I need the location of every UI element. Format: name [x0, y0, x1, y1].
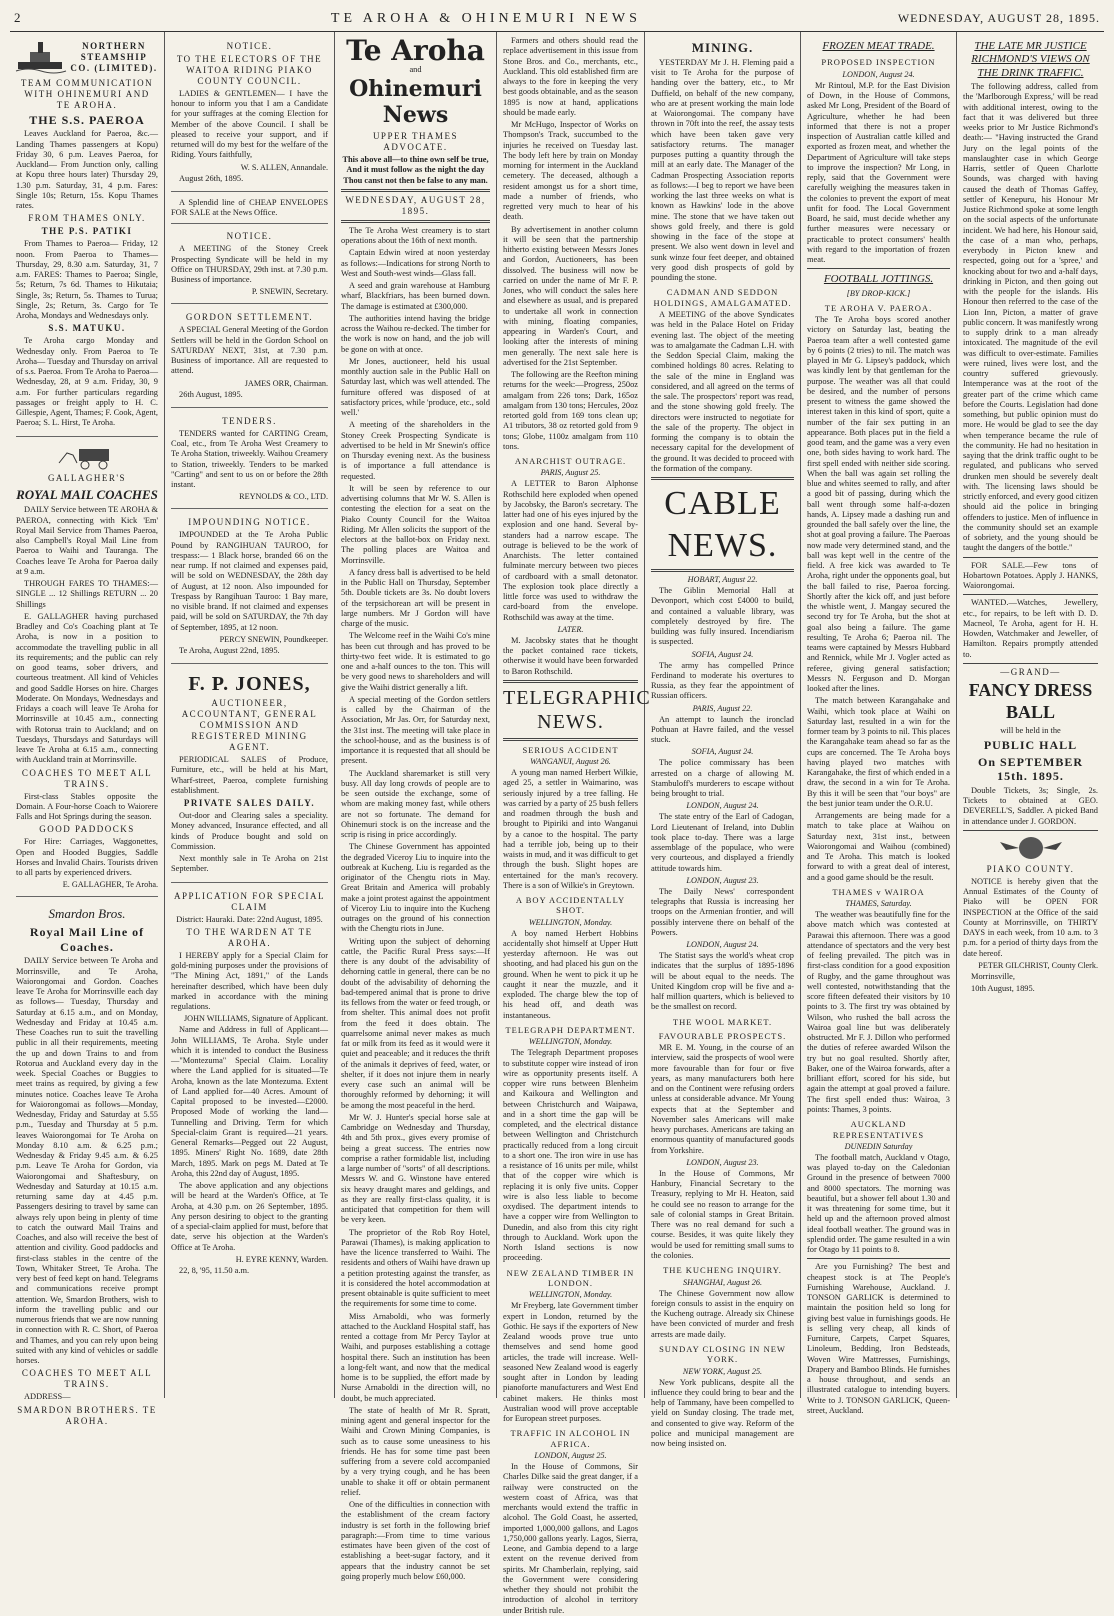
- local-news-10: A special meeting of the Gordon settlers is called by the Chairman of the Association, Mr Jas. Orr, for Saturday next, the 31st inst. The meeting will take place in the school-house, and as the business is of importance it is requested that all should be present.: [341, 694, 490, 766]
- columns: [10, 32, 1104, 1615]
- smardon-heading: Smardon Bros.: [48, 906, 126, 922]
- local-news-9: The Welcome reef in the Waihi Co's mine has been cut through and has proved to be thirty-two feet wide. It is estimated to go one and a-half ounces to the ton. This will be very good news to shareholders and will give the Waihi district generally a lift.: [341, 631, 490, 692]
- notice2-heading: NOTICE.: [226, 231, 273, 242]
- smardon-address: ADDRESS—: [24, 1392, 71, 1402]
- cable2-dateline: SOFIA, August 24.: [691, 649, 754, 659]
- timber-text: Mr Freyberg, late Government timber expert in London, returned by the Gothic. He says if the exporters of New Zealand woods prove true unto themselves and send home good articles, the trade will increase. Well-seasoned New Zealand wood is eagerly sought after in London by leading pianoforte manufacturers and West End cabinet makers. He thinks most Australian wood will prove acceptable for European street purposes.: [503, 1301, 638, 1424]
- claim-signature2: H. EYRE KENNY, Warden.: [235, 1254, 328, 1264]
- football-text: The Te Aroha boys scored another victory on Saturday last, beating the Paeroa team after a well contested game by 6 points (2 tries) to nil. The match was played in Mr G. Lipsey's paddock, which was kindly lent by that gentleman for the purpose. The weather was all that could be desired, and the number of persons present to witness the game showed the interest taken in this kind of sport, quite a number of the fair sex putting in an appearance. Both places put in the field a good team, and the game was a very even one, both sides having to work hard. The first spell ended with neither side scoring. When the ball was again set rolling the blue and whites seemed to rally, and after a good bit of passing, during which the ball went through some half-a-dozen hands, A. Lipsey made a dashing run and grounded the ball safely over the line, the shot at goal proving a failure. The Paeroas now made very determined stand, and the ball was kept well in the centre of the field. A free kick was awarded to Te Aroha, right under the opponents goal, but the ball failed to rise, Paeroa forcing. Shortly after the kick off, and just before the whistle went, J. Mangay secured the second try for Te Aroha, but the shot at goal also being a failure. The game resulting, Te Aroha 6; Paeroa nil. The teams were captained by Messrs Hubbard and Rennick, while Mr J. Vogler acted as referee, giving general satisfaction; Messrs N. Ferguson and D. Morgan looked after the lines.: [807, 315, 950, 694]
- wanted-rule: [963, 594, 1098, 595]
- ball-rule: [963, 663, 1098, 664]
- stamps-dateline: LONDON, August 23.: [686, 1157, 759, 1167]
- cable4-dateline: SOFIA, August 24.: [691, 747, 754, 757]
- teledept-heading: TELEGRAPH DEPARTMENT.: [505, 1024, 636, 1035]
- local-news-19: Farmers and others should read the replace advertisement in this issue from Stone Bros. and Co., merchants, etc., Auckland. This old established firm are always to the fore in keeping the very best goods obtainable, and as the season 1895 is now at hand, applications should be made early.: [503, 36, 638, 117]
- local-news-18: One of the difficulties in connection with the establishment of the cream factory industry is set forth in the following brief paragraph:—From time to time various estimates have been given of the cost of establishing a beet-sugar factory, and it appears that the industry cannot be set going properly much below £60,000.: [341, 1500, 490, 1581]
- gordon-signature: JAMES ORR, Chairman.: [244, 378, 328, 388]
- notice-text: LADIES & GENTLEMEN— I have the honour to inform you that I am a Candidate for your suffrages at the coming Election for Member of the above Council. I shall be pleased to receive your support, and if returned will do my best for the welfare of the Riding. Yours faithfully,: [171, 88, 328, 160]
- cable7-dateline: LONDON, August 24.: [686, 940, 759, 950]
- thames-match-heading: THAMES v WAIROA: [832, 886, 925, 897]
- cable1-dateline: HOBART, August 22.: [687, 575, 758, 585]
- auckland-text: The football match, Auckland v Otago, was played to-day on the Caledonian Ground in the presence of between 7000 and 8000 spectators. The morning was beautiful, but a shower fell about 1.30 and it was threatening for some time, but it held up and the afternoon proved almost ideal football weather. The ground was in splendid order. The game resulted in a win for Otago by 11 points to 8.: [807, 1152, 950, 1255]
- cable-heading: CABLE NEWS.: [664, 485, 781, 564]
- mining-heading: MINING.: [691, 40, 754, 55]
- election-notice: [171, 36, 328, 192]
- local-news-12: The Chinese Government has appointed the degraded Viceroy Liu to inquire into the outbreak at Kucheng. Liu is regarded as the originator of the Chengtu riots in May. Great Britain and America will probably make a joint protest against the appointment of Viceroy Liu to inquire into the Kucheng outrages on the ground of his connection with the Chengtu riots in June.: [341, 842, 490, 934]
- local-news-1: The Te Aroha West creamery is to start operations about the 16th of next month.: [341, 225, 490, 246]
- masthead: [10, 8, 1104, 32]
- issue-date: WEDNESDAY, AUGUST 28, 1895.: [897, 11, 1100, 25]
- football-subheading: TE AROHA V. PAEROA.: [824, 302, 933, 313]
- claim-district: District: Hauraki. Date: 22nd August, 1895.: [176, 914, 323, 924]
- gordon-text: A SPECIAL General Meeting of the Gordon Settlers will be held in the Gordon School on SATURDAY NEXT, 31st, at 7.30 p.m. Business of importance. All are requested to attend.: [171, 325, 329, 376]
- coaches-text: First-class Stables opposite the Domain. A Four-horse Coach to Waiorere Falls and Hot Springs during the season.: [16, 791, 158, 822]
- column-1: [10, 32, 165, 1426]
- patiki-heading: THE P.S. PATIKI: [41, 226, 133, 237]
- traffic-heading: TRAFFIC IN ALCOHOL IN AFRICA.: [510, 1428, 631, 1449]
- royal-mail-heading: ROYAL MAIL COACHES: [16, 486, 158, 502]
- ball-grand: —GRAND—: [1000, 666, 1061, 677]
- coach-icon: [57, 445, 117, 471]
- claim-signature: JOHN WILLIAMS, Signature of Applicant.: [183, 1014, 328, 1024]
- local-news-21: By advertisement in another column it will be seen that the partnership hitherto existing between Messrs Jones and Gordon, Auctioneers, has been dissolved. The business will now be carried on under the name of Mr F. P. Jones, who will conduct the sales here and elsewhere as usual, and is prepared to undertake all work in connection with mining, floating companies, appearing in Warden's Court, and looking after the interests of mining men generally. The next sale here is advertised for the 21st September.: [503, 224, 638, 367]
- wool-text: MR E. M. Young, in the course of an interview, said the prospects of wool were more favourable than for four or five years, as many manufacturers both here and on the Continent were refusing orders unless at considerable advance. Mr Young expects that at the September and November sales Americans will make heavy purchases. Americans are taking an enormous quantity of manufactured goods from Yorkshire.: [651, 1043, 794, 1155]
- football-rule: [807, 268, 950, 269]
- piako-heading: PIAKO COUNTY.: [986, 863, 1075, 874]
- through-fares: THROUGH FARES TO THAMES:— SINGLE ... 12 Shillings RETURN ... 20 Shillings: [16, 579, 158, 609]
- thames-heading: FROM THAMES ONLY.: [28, 213, 146, 224]
- cable3-text: An attempt to launch the ironclad Pothuan at Havre failed, and the vessel stuck.: [651, 714, 794, 745]
- local-news-5: Mr Jones, auctioneer, held his usual monthly auction sale in the Public Hall on Saturday last, which was well attended. The furniture offered was disposed of at satisfactory prices, while 'produce, etc., sold well.': [341, 356, 490, 418]
- gallagher-text: E. GALLAGHER having purchased Bradley and Co's Coaching plant at Te Aroha, is now in a position to accommodate the travelling public in all its requirements; and the public can rely on good teams, sober drivers, and courteous treatment. All kind of Vehicles and good Saddle Horses on hire. Charges Moderate. On Mondays, Wednesdays and Fridays a coach will leave Te Aroha for Morrinsville at 10.45 a.m., connecting with Rotorua train to Auckland; and on Tuesdays, Thursdays and Saturdays will leave Te Aroha at 6.15 a.m., connecting with Auckland train at Morrinsville.: [16, 611, 158, 765]
- tenders-notice: [171, 411, 328, 509]
- jones-text: PERIODICAL SALES of Produce, Furniture, etc., will be held at his Mart, Wharf-street, Paeroa, complete furnishing establishment.: [171, 755, 328, 795]
- ball-text: Double Tickets, 3s; Single, 2s. Tickets to obtained at GEO. DEVERELL'S, Saddler. A picked Band in attendance under J. GORDON.: [963, 785, 1098, 826]
- timber-dateline: WELLINGTON, Monday.: [528, 1290, 613, 1300]
- boy-dateline: WELLINGTON, Monday.: [528, 917, 613, 927]
- smardon-coaches: COACHES TO MEET ALL TRAINS.: [21, 1368, 153, 1390]
- ball-hall: PUBLIC HALL: [983, 738, 1078, 753]
- notice2-signature: P. SNEWIN, Secretary.: [251, 287, 328, 297]
- kucheng-dateline: SHANGHAI, August 26.: [683, 1277, 762, 1287]
- notice2-text: A MEETING of the Stoney Creek Prospecting Syndicate will be held in my Office on THURSDAY, 29th inst. at 7.30 p.m. Business of importance.: [171, 244, 328, 285]
- ball-date: On SEPTEMBER 15th. 1895.: [977, 754, 1084, 784]
- boy-heading: A BOY ACCIDENTALLY SHOT.: [515, 895, 626, 916]
- paper-name-1: Te Aroha: [346, 34, 485, 67]
- local-news-2: Captain Edwin wired at noon yesterday as follows:—Indications for strong North to West and South-west winds—Glass fall.: [341, 248, 490, 278]
- title-rule: [341, 189, 490, 192]
- cable5-dateline: LONDON, August 24.: [686, 801, 759, 811]
- gordon-heading: GORDON SETTLEMENT.: [185, 312, 314, 323]
- claim-date2: 22, 8, '95, 11.50 a.m.: [179, 1265, 250, 1275]
- cable2-text: The army has compelled Prince Ferdinand to moderate his overtures to Russia, as they fear the appointment of Russian officers.: [651, 660, 794, 701]
- date-rule: [341, 220, 490, 223]
- sunday-dateline: NEW YORK, August 25.: [682, 1366, 763, 1376]
- serious-heading: SERIOUS ACCIDENT: [522, 744, 619, 755]
- local-news-4: The authorities intend having the bridge across the Waihou re-decked. The timber for the work is now on hand, and the job will be gone on with at once.: [341, 313, 491, 354]
- favourable-heading: FAVOURABLE PROSPECTS.: [658, 1030, 787, 1041]
- jones-subheading: AUCTIONEER, ACCOUNTANT, GENERAL COMMISSION AND REGISTERED MINING AGENT.: [181, 698, 318, 753]
- local-news-15: The proprietor of the Rob Roy Hotel, Parawai (Thames), is making application to have the licence transferred to Waihi. The residents and others of Waihi have drawn up a petition protesting against the transfer, as it is considered the hotel accommodation at present obtainable is quite sufficient to meet the requirements for some time to come.: [341, 1227, 490, 1309]
- serious-dateline: WANGANUI, August 26.: [530, 757, 611, 766]
- piako-date: 10th August, 1895.: [971, 984, 1035, 994]
- impound-text: IMPOUNDED at the Te Aroha Public Pound by RANGIHUAN TAUROO, for trespass:— 1 Black horse, branded 66 on the near rump. If not claimed and expenses paid, will be sold on WEDNESDAY, the 28th day of August, at 12 noon. Also impounded for Trespass by Rangihuan Tauroo: 1 Bay mare, no visible brand. If not claimed and expenses paid, will be sold on SATURDAY, the 7th day of September, 1895, at 12 noon.: [171, 530, 328, 632]
- thames-match-text: The weather was beautifully fine for the above match which was contested at Parawai this afternoon. There was a good attendance of spectators and the very best of feeling prevailed. The pitch was in first-class condition for a good exposition of Rugby, and the game throughout was well contested, notwithstanding that the score fifteen defeated their visitors by 10 points to 3. The first try was obtained by Wilson, who rushed the ball across the Wairoa goal line but was deliberately obstructed. Mr F. J. Dillon who performed the duties of referee awarded Wilson the try but no goal resulted. Shortly after, Baker, one of the Wairoa forwards, after a brilliant effort, scored for his side, but again the attempt at goal proved a failure. The first spell ended thus: Wairoa, 3 points: Thames, 3 points.: [807, 910, 950, 1114]
- paeroa-text: Leaves Auckland for Paeroa, &c.—Landing Thames passengers at Kopu) Friday 30, 6 p.m. Leaves Paeroa, for Auckland— From Junction only, calling at Kopu three hours later) Thursday 29, 1.30 p.m. Saturday, 31, 4 p.m. Fares: Single 10s; Return, 15s. Kopu Thames rates.: [16, 129, 158, 211]
- frozen-dateline: LONDON, August 24.: [842, 69, 915, 79]
- teledept-dateline: WELLINGTON, Monday.: [528, 1037, 613, 1047]
- anarchist-dateline: PARIS, August 25.: [540, 468, 601, 478]
- local-news-7: It will be seen by reference to our advertising columns that Mr W. S. Allen is contesting the election for a seat on the Piako County Council for the Waitoa Riding. Mr Allen solicits the support of the electors at the ballot-box on Friday next. The polling places are Waitoa and Morrinsville.: [341, 483, 490, 565]
- claim-text2: The above application and any objections will be heard at the Warden's Office, at Te Aroha, at 4.30 p.m. on 26 September, 1895. Any person desiring to object to the granting of a special-claim applied for must, before that date, serve his objection at the Warden's Office at Te Aroha.: [171, 1181, 328, 1252]
- football-text3: Arrangements are being made for a match to take place at Waihou on Saturday next, 31st inst., between Waiorongomai and Waihou (combined) and Te Aroha. This match is looked forward to with a great deal of interest, and a good game should be the result.: [807, 811, 950, 882]
- teledept-text: The Telegraph Department proposes to substitute copper wire instead of iron wire as opportunity presents itself. A copper wire runs between Blenheim and Kaikoura and Wellington and between Christchurch and Waipawa, and in a short time the gap will be completed, and the electrical distance between Wellington and Christchurch practically reduced from a long circuit to a short one. The iron wire in use has a resistance of 16 units per mile, whilst that of the copper wire which is replacing it is only five units. Copper wire is also less liable to become oxydised. The department intends to have a copper wire from Wellington to Dunedin, and also from this city right through to Auckland. Work upon the North Island sections is now proceeding.: [503, 1048, 638, 1263]
- smardon-text: DAILY Service between Te Aroha and Morrinsville, and Te Aroha, Waiorongomai and Gordon. Coaches leave Te Aroha for Morrinsville each day as follows— Tuesday, Thursday and Saturday at 6.15 a.m., and on Monday, Wednesday and Friday at 10.45 a.m. These Coaches run to suit the travelling public in all their requirements, meeting the up and down Trains to and from Rotorua and Auckland every day in the week. Special Coaches or Buggies to meet trains as required, by giving a few minutes notice. Coaches leave Te Aroha for Waiorongomai as follows—Monday, Wednesday, Friday and Saturday at 5.55 p.m., Tuesday and Thursday at 5 p.m. leaves Waiorongomai for Te Aroha on Monday 8.10 a.m. & 6.25 p.m.; Wednesday & Friday 9.45 a.m. & 6.25 p.m. Leave Te Aroha for Gordon, via Waiorongomai and Shaftesbury, on Wednesday and Saturday at 10.15 a.m. returning same day at 4.45 p.m. Passengers desiring to travel by same can always rely upon being in plenty of time to catch the outward Mail Trains and Coaches, and also will receive the best of attention and civility. Good paddocks and first-class stables in the centre of the Town, Whitaker Street, Te Aroha. The very best of feed kept on hand. Telegrams and communications receive prompt attention. We, Smardon Brothers, wish to inform the travelling public and our numerous friends that we are now running in connection with R. C. Short, of Paeroa and Thames, and you can rely upon being suited with any kind of vehicles or saddle horses.: [16, 956, 158, 1366]
- forsale-ad: FOR SALE.—Few tons of Hobartown Potatoes. Apply J. HANKS, Waiorongomai.: [963, 560, 1098, 591]
- football-byline: [BY DROP-KICK.]: [846, 288, 911, 298]
- local-news-22: The following are the Reefton mining returns for the week:—Progress, 250oz amalgam from 226 tons; Dark, 165oz amalgam from 130 tons; Hercules, 20oz retorted gold from 169 tons clean up; A1 tributors, 38 oz retorted gold from 9 tons; Globe, 1100z amalgam from 110 tons.: [503, 370, 638, 451]
- paper-name-2: and: [409, 65, 422, 75]
- local-news-11: The Auckland sharemarket is still very busy. All day long crowds of people are to be seen outside the exchange, some of whom are making money fast, while others are not so fortunate. The demand for Ohinemuri stock is on the increase and the scrip is rising in price accordingly.: [341, 768, 490, 840]
- cable6-text: The Daily News' correspondent telegraphs that Russia is increasing her troops on the Armenian frontier, and will possibly intervene there on behalf of the Powers.: [651, 886, 794, 937]
- special-claim-ad: [171, 886, 328, 1283]
- traffic-dateline: LONDON, August 25.: [534, 1451, 607, 1461]
- notice-signature: W. S. ALLEN, Annandale.: [240, 162, 328, 172]
- cable7-text: The Statist says the world's wheat crop indicates that the surplus of 1895-1896 will be about equal to the needs. The United Kingdom crop will be five and a-half million quarters, which is believed to be the smallest on record.: [651, 951, 794, 1012]
- frozen-text: Mr Rintoul, M.P. for the East Division of Down, in the House of Commons, asked Mr Long, President of the Board of Agriculture, whether he had been informed that there is not a proper inspection of Australian cattle killed and exported as frozen meat, and whether the Department of Agriculture will take steps to improve the inspection? Mr Long, in reply, said that the Government were carefully weighing the measures taken in the colonies to prevent the export of meat unfit for food. The Local Government Board, he said, must decide whether any further measures were necessary or practicable to protect consumers' health with regard to the importation of frozen meat.: [807, 80, 950, 265]
- wool-heading: THE WOOL MARKET.: [672, 1016, 773, 1027]
- gallagher-signature: E. GALLAGHER, Te Aroha.: [62, 880, 158, 890]
- claim-text: I HEREBY apply for a Special Claim for gold-mining purposes under the provisions of "The Mining Act, 1891," of the Lands hereinafter described, which have been duly marked in accordance with the mining regulations.: [171, 950, 328, 1012]
- patiki-text: From Thames to Paeroa— Friday, 12 noon. From Paeroa to Thames— Thursday, 29, 8.30 a.m. Saturday, 31, 7 a.m. FARES: Thames to Paeroa; Single, 5s; Return, 7s 6d. Thames to Hikutaia; Single, 3s; Return, 5s. Thames to Turua; Single, 2s; Return, 3s. Cargo for Te Aroha, Mondays and Wednesdays only.: [16, 239, 158, 321]
- auckland-heading: AUCKLAND REPRESENTATIVES: [832, 1119, 925, 1140]
- claim-to: TO THE WARDEN AT TE AROHA.: [186, 926, 313, 948]
- boy-text: A boy named Herbert Hobbins accidentally shot himself at Upper Hutt yesterday afternoon. He was out shooting, and had placed his gun on the ground. When he went to pick it up he caught it near the muzzle, and it exploded. The charge blew the top of his head off, and death was instantaneous.: [503, 928, 638, 1020]
- piako-signature: PETER GILCHRIST, County Clerk.: [978, 960, 1098, 970]
- furnish-rule: [807, 1258, 950, 1259]
- editorial-date: WEDNESDAY, AUGUST 28, 1895.: [345, 194, 486, 216]
- column-6: [801, 32, 957, 1415]
- football-text2: The match between Karangahake and Waihi, which took place at Waihi on Saturday last, resulted in a win for the former team by 3 points to nil. This places the Karangahake team ahead so far as the cups are concerned. The Te Aroha boys having played two matches with Karangahake, the first of which ended in a draw, the second in a win for Te Aroha. By this it will be seen that "our boys" are the best junior team under the O.R.U.: [807, 696, 950, 808]
- impound-heading: IMPOUNDING NOTICE.: [188, 517, 311, 528]
- column-2: [165, 32, 335, 1398]
- crest-icon: [996, 834, 1066, 862]
- cable1-text: The Giblin Memorial Hall at Devonport, which cost £4000 to build, and contained a valuable library, was completely destroyed by fire. The building was fully insured. Incendiarism is suspected.: [651, 586, 794, 647]
- column-4: [497, 32, 651, 1615]
- furnishing-ad: Are you Furnishing? The best and cheapest stock is at The People's Furnishing Warehouse, Auckland. J. TONSON GARLICK is determined to maintain the position held so long for giving best value in furnishings goods. He is selling very cheap, all kinds of Furniture, Carpets, Carpet Squares, Linoleum, Bedding, Iron Bedsteads, Woven Wire Mattresses, Furnishings, Drapery and Bamboo Blinds. He furnishes a house throughout, and sends an illustrated catalogue to intending buyers. Write to J. TONSON GARLICK, Queen-street, Auckland.: [807, 1262, 950, 1415]
- cable-rule-2: [651, 569, 794, 572]
- anarchist-text2: M. Jacobsky states that he thought the packet contained race tickets, otherwise it would have been forwarded to Baron Rothschild.: [503, 635, 638, 676]
- impounding-notice: [171, 512, 328, 664]
- column-3: [335, 32, 497, 1581]
- gallagher-ad: [16, 440, 158, 898]
- steamship-header: [16, 39, 158, 76]
- jones-heading: F. P. JONES,: [188, 673, 311, 695]
- column-7: [957, 32, 1104, 1398]
- mining-text: YESTERDAY Mr J. H. Fleming paid a visit to Te Aroha for the purpose of handing over the battery, etc., to Mr Duffield, on behalf of the new company, who are at present working the main lode at Waiorongomai. The company have thrown in 70ft into the reef, the assay tests which have been taken gave very satisfactory returns. The manager purposes putting a quantity through the mill at an early date. The Manager of the Cadman Prospecting Association reports as follows:—I beg to report we have been working the last three weeks on what is known as Hawkins' lode in the above mine. The stone that we have taken out shows gold freely, and there is gold showing in the face of the stope at present. We also went down in level and sunk winze four feet deeper, and obtained very good dish prospects of gold by pounding the stone.: [651, 57, 794, 283]
- steamship-icon: [16, 40, 66, 74]
- serious-text: A young man named Herbert Wilkie, aged 25, a settler in Waimarino, was seriously injured by a tree falling. He was carried by a party of 25 bush fellers and roadmen through the bush and brought to Pipiriki and into Wanganui by a canoe to the hospital. The party had a terrible job, being up to their waists in mud, and it was difficult to get through the bush. Slight hopes are entertained for the man's recovery. There is a son of Wilkie's in Greytown.: [503, 768, 638, 890]
- wanted-ad: WANTED.—Watches, Jewellery, etc., for repairs, to be left with D. D. Macneol, Te Aroha, agent for H. H. Howden, Watchmaker and Jeweller, of Hamilton. Repairs promptly attended to.: [963, 598, 1098, 659]
- syndicate-notice: [171, 226, 328, 304]
- local-news-20: Mr McHugo, Inspector of Works on Thompson's Track, succumbed to the injuries he received on Tuesday last. The body left here by train on Monday morning for interment in the Auckland cemetery. The deceased, although a resident amongst us for a short time, made a number of friends, who regretted very much to hear of his death.: [503, 120, 638, 222]
- jones-text2: Out-door and Clearing sales a speciality. Money advanced, Insurance effected, and all kinds of Produce bought and sold on Commission.: [171, 811, 328, 851]
- tele-rule: [503, 680, 638, 683]
- impound-signature: PERCY SNEWIN, Poundkeeper.: [219, 634, 328, 644]
- frozen-subheading: PROPOSED INSPECTION: [821, 57, 936, 68]
- steamship-subtitle: TEAM COMMUNICATION WITH OHINEMURI AND TE AROHA.: [20, 77, 154, 110]
- column-5: [645, 32, 801, 1449]
- auckland-dateline: DUNEDIN Saturday: [844, 1141, 913, 1151]
- cadman-heading: CADMAN AND SEDDON HOLDINGS, AMALGAMATED.: [653, 287, 792, 308]
- cable4-text: The police commissary has been arrested on a charge of allowing M. Stambuloff's murderers to escape without being brought to trial.: [651, 758, 794, 799]
- smardon-signature: SMARDON BROTHERS. TE AROHA.: [17, 1404, 157, 1426]
- telegraphic-heading: TELEGRAPHIC NEWS.: [503, 686, 651, 734]
- gordon-date: 26th August, 1895.: [179, 389, 243, 399]
- piako-rule: [963, 830, 1098, 831]
- justice-text: The following address, called from the 'Marlborough Express,' will be read with additional interest, owing to the fact that it was delivered but three weeks prior to Mr Justice Richmond's death:— "Having instructed the Grand Jury on the legal points of the manslaughter case in which George Harris, settler of Queen Charlotte Sounds, was charged with having caused the death of Thomas Gaffey, settler of Kenepuru, his Honour Mr Justice Richmond spoke at some length on the social aspects of the unfortunate incident. We had here, his Honour said, the case of a man who, perhaps, everybody in Picton knew and respected, going out for a 'spree,' and knocking about for two and a-half days, drinking in Picton, and then going out with the people for the islands. His Honour then referred to the case of the Lion Inn, Picton, a matter of grave public concern. It was manifestly wrong to supply drink to a man already intoxicated. The magnitude of the evil was difficult to over-estimate. Families were ruined, lives were lost, and the country suffered grievously. Intemperance was at the root of the greater part of the crime which came before the Courts. Legislation had done something, but public opinion must do more. He would be glad to see the day when temperance became the rule of the community. He had no hesitation in saying that the drink traffic ought to be regulated, and publicans who served drunken men should be severely dealt with. The licensing laws should be strictly enforced, and every good citizen should aid the police in bringing offenders to justice. Men of influence in the community should set an example of sobriety, and the young should be taught the dangers of the bottle.": [963, 82, 1098, 553]
- paeroa-heading: THE S.S. PAEROA: [29, 112, 145, 127]
- local-news-16: Miss Arnaboldi, who was formerly attached to the Auckland Hospital staff, has rented a cottage from Mr Percy Taylor at Waihi, and purposes establishing a cottage hospital there. Such an institution has been a long-felt want, and now that the medical home is to be supplied, the effort made by Nurse Arnaboldi in the direction will, no doubt, be much appreciated.: [341, 1311, 490, 1403]
- claim-details: Name and Address in full of Applicant—John WILLIAMS, Te Aroha. Style under which it is intended to conduct the Business—"Montezuma" Special Claim. Locality where the Land applied for is situated—Te Aroha, known as the late Montezuma. Extent of Land applied for—40 Acres. Amount of Capital proposed to be invested—£2000. Proposed Mode of working the land—Tunnelling and Driving. Term for which Special-claim Grant is required—21 years. General Remarks—Pegged out 22 August, 1895. Miners' Right No. 1689, date 28th March, 1895. Mark on pegs M. Dated at Te Aroha, this 22nd day of August, 1895.: [171, 1025, 328, 1178]
- tenders-text: TENDERS wanted for CARTING Cream, Coal, etc., from Te Aroha West Creamery to Te Aroha Station, triweekly. Waihou Creamery to Station, triweekly. Tenders to be marked "Carting" and sent to us on or before the 28th instant.: [171, 428, 328, 490]
- smardon-ad: [16, 900, 158, 1433]
- stamps-text: In the House of Commons, Mr Hanbury, Financial Secretary to the Treasury, replying to Mr H. Heaton, said he could see no reason to arrange for the sale of colonial stamps in Great Britain. There was no real demand for such a course. Besides, it was quite likely they would be used for remitting small sums to the colonies.: [651, 1168, 794, 1260]
- forsale-rule: [963, 557, 1098, 558]
- local-news-6: A meeting of the shareholders in the Stoney Creek Prospecting Syndicate is advertised to be held in Mr Snewin's office on Thursday evening next. As the business is of importance a full attendance is requested.: [341, 420, 490, 481]
- sunday-text: New York publicans, despite all the influence they could bring to bear and the help of Tammany, have been compelled to yield on Sunday closing. The trade met, and consented to give way. Reform of the police and municipal management are now being insisted on.: [651, 1377, 794, 1449]
- justice-heading: THE LATE MR JUSTICE RICHMOND'S VIEWS ON THE DRINK TRAFFIC.: [971, 40, 1090, 79]
- envelopes-ad: A Splendid line of CHEAP ENVELOPES FOR SALE at the News Office.: [171, 195, 328, 225]
- ball-heading: FANCY DRESS BALL: [968, 679, 1093, 722]
- claim-heading: APPLICATION FOR SPECIAL CLAIM: [173, 890, 326, 912]
- matuku-heading: S.S. MATUKU.: [48, 323, 126, 334]
- kucheng-text: The Chinese Government now allow foreign consuls to assist in the enquiry on the Kucheng outrage. Already six Chinese have been convicted of murder and fresh arrests are made daily.: [651, 1288, 794, 1339]
- frozen-heading: FROZEN MEAT TRADE.: [822, 40, 935, 52]
- steamship-ad: [16, 36, 158, 437]
- cable6-dateline: LONDON, August 23.: [686, 875, 759, 885]
- local-news-3: A seed and grain warehouse at Hamburg wharf, Blackfriars, has been burned down. The damage is estimated at £300,000.: [341, 281, 490, 311]
- notice-date: August 26th, 1895.: [179, 173, 244, 183]
- paper-title: TE AROHA & OHINEMURI NEWS: [330, 11, 641, 26]
- traffic-text: In the House of Commons, Sir Charles Dilke said the great danger, if a railway were constructed on the western coast of Africa, was that merchants would extend the traffic in alcohol. The Gold Coast, he asserted, imported 1,000,000 gallons, and Lagos 1,750,000 gallons yearly. Lagos, Sierra, Leone, and Gambia depend to a large extent on the revenue derived from spirits. Mr Chamberlain, replying, said the Government were considering whether they should not prohibit the introduction of alcohol in territory under British rule.: [503, 1462, 638, 1615]
- anarchist-text: A LETTER to Baron Alphonse Rothschild here exploded when opened by Jacobsky, the Baron's secretary. The latter had one of his eyes injured by the explosion and one hand. Several by-standers had a narrow escape. The outrage is believed to be the work of Anarchists. The letter contained fulminate mercury between two pieces of cardboard with a small detonator. The explosion took place directly a little force was used to withdraw the card-board from the envelope. Rothschild was away at the time.: [503, 479, 638, 622]
- timber-heading: NEW ZEALAND TIMBER IN LONDON.: [506, 1267, 635, 1288]
- coaches-heading: COACHES TO MEET ALL TRAINS.: [21, 767, 153, 789]
- page-number: 2: [14, 10, 21, 25]
- paddocks-text: For Hire: Carriages, Waggonettes, Open and Hooded Buggies, Saddle Horses and Invalid Chairs. Tourists driven to all parts by experienced drivers.: [16, 837, 158, 878]
- jones-private: PRIVATE SALES DAILY.: [183, 798, 316, 809]
- local-news-8: A fancy dress ball is advertised to be held in the Public Hall on Thursday, September 5th. Double tickets are 3s. No doubt lovers of the terpsichorean art will be present in large numbers. Mr J Gordon will have charge of the music.: [341, 567, 490, 629]
- paddocks-heading: GOOD PADDOCKS: [39, 824, 135, 835]
- local-news-17: The state of health of Mr R. Spratt, mining agent and general inspector for the Waihi and Crown Mining Companies, is such as to cause some uneasiness to his friends. He has for some time past been suffering from a severe cold accompanied by a very trying cough, and he has been unable to shake it off or obtain permanent relief.: [341, 1405, 490, 1497]
- anarchist-later: LATER.: [557, 624, 584, 634]
- royal-mail-text: DAILY Service between TE AROHA & PAEROA, connecting with Kick 'Em' Royal Mail Service from Thames Paeroa, also Campbell's Royal Mail Line from Paeroa to Waihi and Tauranga. The Coaches leave Te Aroha for Paeroa daily at 9 a.m.: [16, 505, 158, 576]
- cadman-text: A MEETING of the above Syndicates was held in the Palace Hotel on Friday evening last. The object of the meeting was to amalgamate the Cadman L.H. with the Seddon Special Claim, making the combined holdings 80 acres. Relating to the sale of the mine in England was considered, and all agreed on the terms of the sale. The prospectors' report was read, and the stone showing gold freely. The directors were instructed to negotiate for the sale of the property. The object in forming the company is to obtain the necessary capital for the development of the ground. It was decided to proceed with the formation of the company.: [651, 310, 794, 473]
- cable5-text: The state entry of the Earl of Cadogan, Lord Lieutenant of Ireland, into Dublin took place to-day. There was a large assemblage of the populace, who were very courteous, and displayed a friendly attitude towards him.: [651, 812, 794, 873]
- ball-held: will be held in the: [1000, 725, 1061, 735]
- piako-place: Morrinsville,: [971, 971, 1015, 981]
- jones-next-sale: Next monthly sale in Te Aroha on 21st September.: [171, 854, 328, 874]
- paper-motto: This above all—to thine own self be true, And it must follow as the night the day Thou canst not then be false to any man.: [342, 155, 489, 185]
- tele-rule-2: [503, 738, 638, 741]
- steamship-title: NORTHERN STEAMSHIP CO. (LIMITED).: [70, 41, 158, 73]
- jones-ad: [171, 667, 328, 883]
- sunday-heading: SUNDAY CLOSING IN NEW YORK.: [659, 1343, 786, 1365]
- thames-match-dateline: THAMES, Saturday.: [845, 899, 912, 909]
- notice-heading: NOTICE.: [226, 41, 273, 51]
- local-news-13: Writing upon the subject of dehorning cattle, the Pacific Rural Press says:—If there is any doubt of the advisability of dehorning cattle in general, there can be no doubt of the advisability of dehorning the bad-tempered animal that is prone to drive its fellows from the water or feed trough, or from shelter. This animal does not profit from the feed it does obtain. The quarrelsome animal never makes as much fat or milk from its feed as it would were it quiet and peaceable; and it reduces the thrift of the animals it deprives of feed, water, or shelter, if it does not injure them in nearly every case such an animal will be thoroughly reformed by dehorning; it will be among the most peaceful in the herd.: [341, 936, 490, 1110]
- kucheng-heading: THE KUCHENG INQUIRY.: [663, 1265, 782, 1276]
- gallagher-heading: GALLAGHER'S: [47, 472, 127, 483]
- local-news-14: Mr W. J. Hunter's special horse sale at Cambridge on Wednesday and Thursday, 4th and 5th prox., gives every promise of being a great success. The entries now comprise a rather formidable list, including a large number of "sorts" of all descriptions. Messrs W. and G. Winstone have entered six heavy draught mares and geldings, and as they are really first-class quality, it is anticipated that competition for them will be very keen.: [341, 1112, 490, 1225]
- impound-date: Te Aroha, August 22nd, 1895.: [179, 645, 280, 655]
- gordon-notice: [171, 307, 328, 407]
- cable3-dateline: PARIS, August 22.: [692, 703, 753, 713]
- paper-name-3: Ohinemuri News: [349, 75, 482, 129]
- smardon-subheading: Royal Mail Line of Coaches.: [29, 925, 145, 954]
- football-heading: FOOTBALL JOTTINGS.: [823, 273, 934, 286]
- notice-subheading: TO THE ELECTORS OF THE WAITOA RIDING PIAKO COUNTY COUNCIL.: [176, 53, 323, 86]
- tenders-signature: REYNOLDS & CO., LTD.: [239, 492, 328, 502]
- paper-subtitle: UPPER THAMES ADVOCATE.: [372, 131, 459, 153]
- anarchist-heading: ANARCHIST OUTRAGE.: [514, 456, 627, 466]
- cable-rule: [651, 477, 794, 480]
- tenders-heading: TENDERS.: [222, 415, 277, 426]
- piako-text: NOTICE is hereby given that the Annual Estimates of the County of Piako will be OPEN FOR INSPECTION at the Office of the said County at Morrinsville, on THIRTY DAYS in each week, from 10 a.m. to 3 p.m. for a period of thirty days from the date hereof.: [963, 876, 1098, 958]
- matuku-text: Te Aroha cargo Monday and Wednesday only. From Paeroa to Te Aroha— Tuesday and Thursday on arrival of s.s. Paeroa. From Te Aroha to Paeroa— Wednesday, 28, at 9 a.m. Friday, 30, 9 a.m. For further particulars regarding passages or freight apply to H. C. Gillespie, Agent, Thames; F. Cook, Agent, Paeroa; S. L. Hirst, Te Aroha.: [16, 336, 159, 428]
